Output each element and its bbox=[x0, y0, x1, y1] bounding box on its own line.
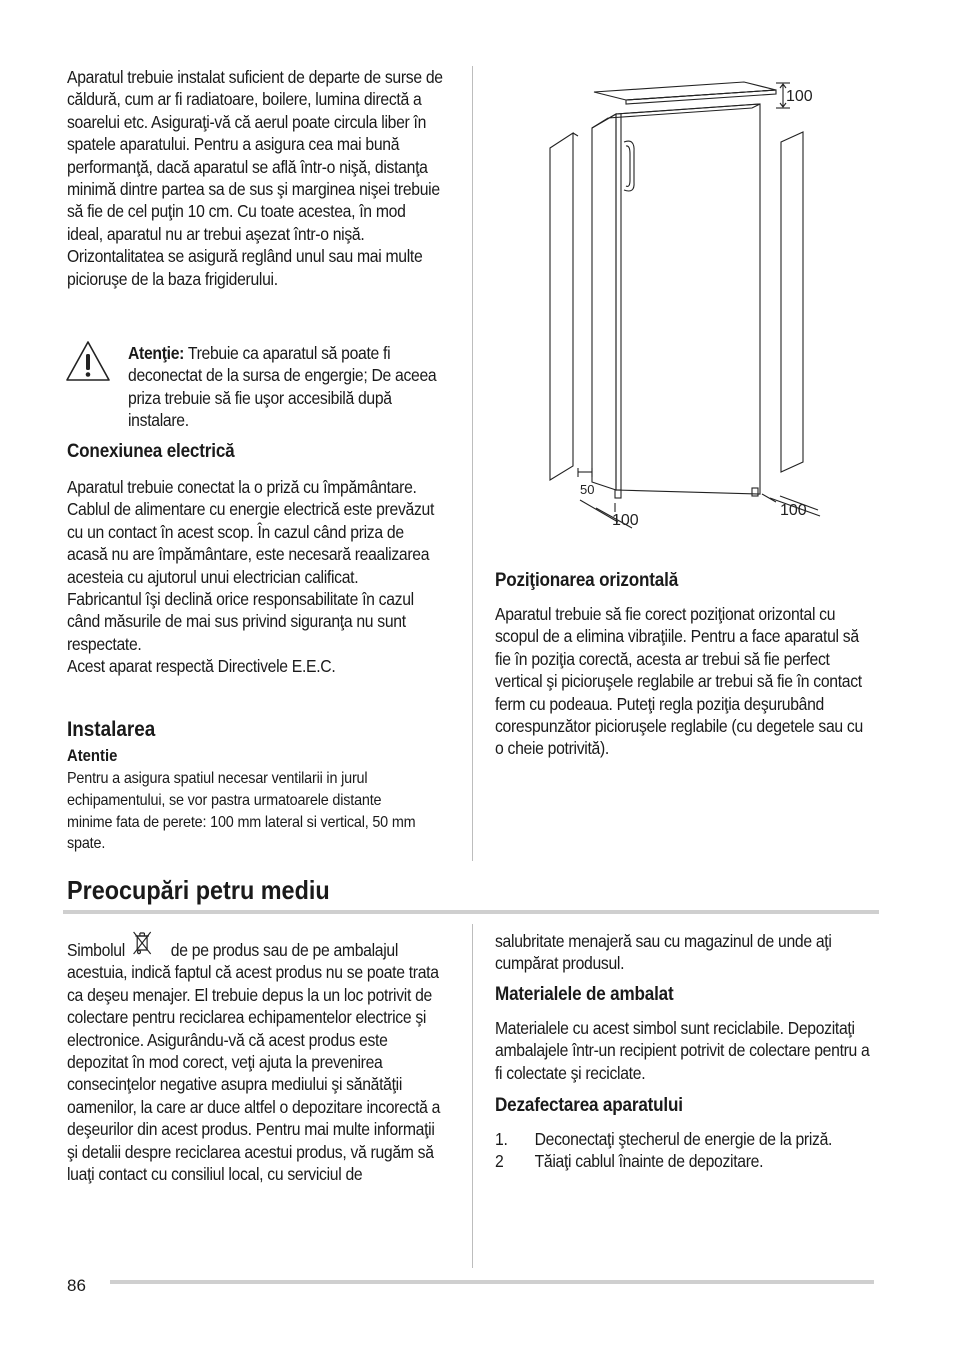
install-heading: Instalarea bbox=[67, 718, 156, 741]
install-body-wrap bbox=[67, 768, 467, 855]
warning-text: Trebuie ca aparatul să poate fi deconectat de la sursa de engergie; De aceea priza trebuie să fie uşor accesibilă după instalare. bbox=[128, 343, 437, 431]
packaging-heading: Materialele de ambalat bbox=[495, 984, 674, 1005]
list-item-text: Tăiaţi cablul înainte de depozitare. bbox=[534, 1151, 764, 1172]
list-item bbox=[495, 1150, 873, 1172]
weee-text-pre: Simbolul bbox=[67, 940, 129, 960]
page-number: 86 bbox=[67, 1276, 86, 1295]
list-item bbox=[495, 1128, 873, 1150]
electrical-body bbox=[67, 476, 487, 678]
column-divider-top bbox=[472, 66, 473, 861]
list-item-number: 1. bbox=[495, 1129, 508, 1149]
warning-label: Atenţie: bbox=[128, 343, 185, 363]
dim-label-left: 100 bbox=[612, 512, 639, 529]
weee-paragraph bbox=[67, 930, 445, 1185]
horizontal-position-heading: Poziţionarea orizontală bbox=[495, 570, 679, 591]
electrical-section bbox=[67, 441, 253, 463]
warning-block bbox=[128, 342, 478, 432]
packaging-body bbox=[495, 1017, 915, 1084]
footer-rule bbox=[110, 1280, 874, 1284]
electrical-paragraph-2: Fabricantul îşi declină orice responsabilitate în cazul când măsurile de mai sus privind siguranţa nu sunt respectate. bbox=[67, 589, 414, 654]
wheelie-bin-crossed-icon bbox=[131, 930, 156, 954]
packaging-section bbox=[495, 984, 693, 1006]
electrical-paragraph-1: Aparatul trebuie conectat la o priză cu împământare. Cablul de alimentare cu energie electrică este prevăzut cu un contact în acest scop. În cazul când priza de acasă nu are împământare, este necesară reaalizarea acesteia cu ajutorul unui electrician calificat. bbox=[67, 477, 435, 587]
weee-text-post: de pe produs sau de pe ambalajul acestuia, indică faptul că acest produs nu se poate trata ca deşeu menajer. El trebuie depus la un loc potrivit de colectare pentru reciclarea echipamentelor electrice şi electronice. Asigurându-vă că acest produs este depozitat în mod corect, veţi ajuta la prevenirea consecinţelor negative asupra mediului şi sănătăţii oamenilor, la care ar duce altfel o depozitare incorectă a deşeurilor din acest produs. Pentru mai multe informaţii şi detalii despre reciclarea acestui produs, vă rugăm să luaţi contact cu consiliul local, cu serviciul de bbox=[67, 940, 441, 1185]
install-sub-wrap bbox=[67, 747, 123, 766]
disposal-steps bbox=[495, 1128, 915, 1173]
section-rule bbox=[63, 910, 879, 914]
environment-heading: Preocupări petru mediu bbox=[67, 875, 330, 905]
environment-left-column bbox=[67, 930, 487, 1185]
list-item-number: 2 bbox=[495, 1151, 504, 1172]
dim-label-back: 50 bbox=[580, 482, 595, 497]
left-column-top bbox=[67, 66, 487, 290]
horizontal-position-section bbox=[495, 570, 698, 592]
intro-paragraph: Aparatul trebuie instalat suficient de departe de surse de căldură, cum ar fi radiatoare, boilere, lumina directă a soarelui etc. Asiguraţi-vă că aerul poate circula liber în spatele aparatului. Pentru a asigura cea mai bună performanţă, dacă aparatul se află într-o nişă, distanţa minimă dintre partea sa de sus şi marginea nişei trebuie să fie de cel puţin 10 cm. Cu toate acestea, în mod ideal, aparatul nu ar trebui aşezat într-o nişă. Orizontalitatea se asigură reglând unul sau mai multe picioruşe de la baza frigiderului. bbox=[67, 67, 443, 289]
dim-label-right: 100 bbox=[780, 502, 807, 519]
installation-diagram bbox=[540, 70, 840, 540]
electrical-heading: Conexiunea electrică bbox=[67, 441, 235, 462]
install-text: Pentru a asigura spatiul necesar ventilarii in jurul echipamentului, se vor pastra urmatoarele distante minime fata de perete: 100 mm lateral si vertical, 50 mm spate. bbox=[67, 770, 416, 853]
electrical-paragraph-3: Acest aparat respectă Directivele E.E.C. bbox=[67, 656, 336, 677]
list-item-text: Deconectaţi ştecherul de energie de la priză. bbox=[534, 1129, 833, 1149]
environment-heading-wrap bbox=[67, 875, 359, 906]
warning-icon bbox=[64, 339, 124, 389]
install-subheading: Atentie bbox=[67, 747, 118, 765]
disposal-heading: Dezafectarea aparatului bbox=[495, 1095, 683, 1116]
horizontal-position-text: Aparatul trebuie să fie corect poziţionat orizontal cu scopul de a elimina vibraţiile. Pentru a face aparatul să fie în poziţia corectă, acesta ar trebui să fie perfect vertical şi picioruşele reglabile ar trebui să fie în contact ferm cu podeaua. Puteţi regla poziţia deşurubând corespunzător picioruşele reglabile (cu degetele sau cu o cheie potrivită). bbox=[495, 604, 863, 759]
packaging-text: Materialele cu acest simbol sunt reciclabile. Depozitaţi ambalajele într-un recipient potrivit de colectare pentru a fi colectate şi reciclate. bbox=[495, 1018, 870, 1083]
horizontal-position-body bbox=[495, 603, 915, 760]
column-divider-bottom bbox=[472, 924, 473, 1268]
disposal-section bbox=[495, 1095, 704, 1117]
dim-label-top: 100 bbox=[786, 88, 813, 105]
install-section bbox=[67, 718, 165, 742]
weee-continued-text: salubritate menajeră sau cu magazinul de unde aţi cumpărat produsul. bbox=[495, 931, 832, 974]
environment-right-column bbox=[495, 930, 915, 975]
